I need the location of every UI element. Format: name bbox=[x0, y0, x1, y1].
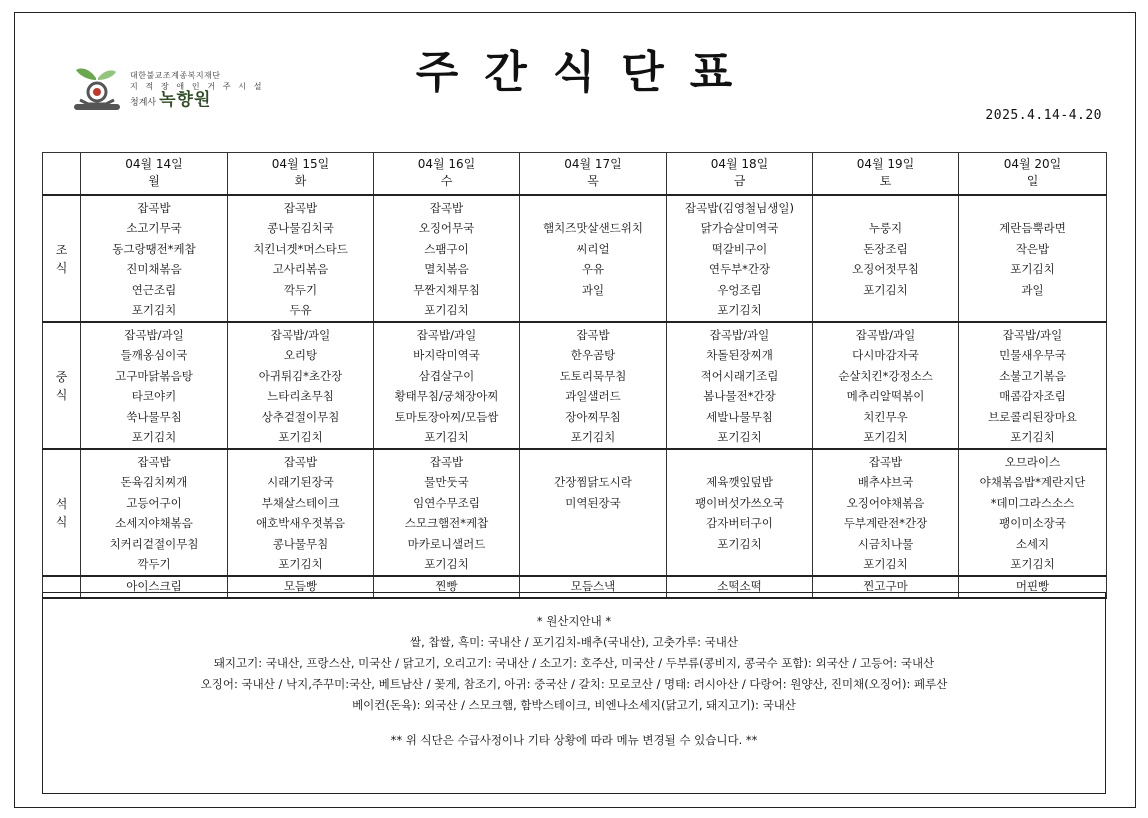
breakfast-cell bbox=[813, 195, 959, 322]
logo-facility-type: 지 적 장 애 인 거 주 시 설 bbox=[130, 82, 265, 91]
menu-item: 포기김치 bbox=[131, 430, 177, 444]
menu-item: 미역된장국 bbox=[565, 495, 621, 510]
menu-item: 멸치볶음 bbox=[424, 262, 469, 276]
menu-item: 배추샤브국 bbox=[857, 475, 914, 489]
menu-item: 포기김치 bbox=[717, 430, 762, 444]
menu-item: 봄나물전*간장 bbox=[703, 389, 776, 403]
menu-item: 삼겹살구이 bbox=[418, 368, 475, 383]
lunch-cell bbox=[667, 322, 813, 449]
menu-item: 순살치킨*강정소스 bbox=[838, 368, 933, 383]
breakfast-cell bbox=[520, 195, 667, 322]
menu-item: 들깨옹심이국 bbox=[120, 348, 188, 362]
day-weekday: 일 bbox=[1026, 174, 1039, 188]
menu-item: 적어시래기조림 bbox=[700, 368, 779, 383]
menu-item: 누룽지 bbox=[868, 221, 903, 235]
menu-item: 시래기된장국 bbox=[267, 475, 334, 489]
menu-item: 포기김치 bbox=[863, 430, 908, 444]
lunch-cell bbox=[520, 322, 667, 449]
lunch-cell bbox=[813, 322, 959, 449]
menu-item: 임연수무조림 bbox=[413, 495, 480, 510]
meal-label-char: 식 bbox=[55, 261, 68, 275]
menu-item bbox=[667, 554, 812, 575]
dinner-cell bbox=[81, 449, 228, 576]
menu-item: 소불고기볶음 bbox=[999, 368, 1066, 383]
dinner-cell bbox=[520, 449, 667, 576]
menu-item: 매콤감자조림 bbox=[999, 389, 1066, 403]
menu-item bbox=[959, 198, 1106, 219]
menu-item: 연근조림 bbox=[131, 282, 177, 297]
menu-item: 느타리초무침 bbox=[267, 389, 334, 403]
menu-item bbox=[520, 554, 666, 575]
menu-item: 과일샐러드 bbox=[565, 389, 621, 403]
menu-item: 돈육김치찌개 bbox=[120, 475, 188, 489]
menu-item: 한우곰탕 bbox=[570, 348, 616, 362]
snack-cell: 찐고구마 bbox=[813, 576, 959, 598]
page-title: 주간식단표 bbox=[415, 47, 759, 98]
origin-line: 베이컨(돈육): 외국산 / 스모크햄, 함박스테이크, 비엔나소세지(닭고기, 돼지고기): 국내산 bbox=[352, 698, 796, 712]
menu-item: 소세지 bbox=[1015, 536, 1050, 551]
day-header-cell bbox=[667, 153, 813, 195]
menu-item: 민물새우무국 bbox=[999, 348, 1066, 362]
dinner-cell bbox=[374, 449, 520, 576]
snack-cell: 찐빵 bbox=[374, 576, 520, 598]
menu-item: 진미채볶음 bbox=[126, 262, 182, 276]
menu-item: 잡곡밥 bbox=[137, 454, 171, 469]
menu-item: 황태무침/궁채장아찌 bbox=[394, 389, 499, 403]
day-header-cell bbox=[959, 153, 1107, 195]
menu-item: 차돌된장찌개 bbox=[706, 348, 773, 362]
menu-item: 포기김치 bbox=[1010, 557, 1055, 571]
menu-item: 포기김치 bbox=[570, 430, 616, 444]
day-header-cell bbox=[228, 153, 374, 195]
origin-line: 쌀, 찹쌀, 흑미: 국내산 / 포기김치-배추(국내산), 고춧가루: 국내산 bbox=[410, 635, 738, 649]
menu-item: 과일 bbox=[581, 282, 605, 297]
day-weekday: 화 bbox=[294, 174, 307, 188]
menu-item: 부채살스테이크 bbox=[261, 495, 340, 510]
menu-item: 계란듬뿍라면 bbox=[999, 221, 1066, 235]
breakfast-cell bbox=[228, 195, 374, 322]
menu-item: 오징어야채볶음 bbox=[846, 495, 925, 510]
menu-item: 스팸구이 bbox=[424, 241, 469, 256]
lunch-cell bbox=[228, 322, 374, 449]
day-header-row bbox=[43, 153, 1107, 195]
menu-item: 잡곡밥/과일 bbox=[270, 327, 331, 342]
origin-notice bbox=[42, 592, 1106, 794]
dinner-cell bbox=[667, 449, 813, 576]
day-header-cell bbox=[813, 153, 959, 195]
menu-item bbox=[520, 300, 666, 321]
menu-change-disclaimer: ** 위 식단은 수급사정이나 기타 상황에 따라 메뉴 변경될 수 있습니다. ** bbox=[390, 733, 758, 747]
snack-cell: 머핀빵 bbox=[959, 576, 1107, 598]
menu-item: 포기김치 bbox=[717, 536, 762, 551]
day-date: 04월 15일 bbox=[271, 157, 330, 171]
lunch-row bbox=[43, 322, 1107, 449]
menu-item: 포기김치 bbox=[1010, 262, 1055, 276]
day-date: 04월 18일 bbox=[710, 157, 769, 171]
day-date: 04월 20일 bbox=[1003, 157, 1062, 171]
menu-item: 타코야키 bbox=[131, 389, 177, 403]
menu-item: 작은밥 bbox=[1015, 241, 1050, 256]
menu-item: 토마토장아찌/모듬쌈 bbox=[394, 409, 499, 424]
origin-line: 오징어: 국내산 / 낙지,주꾸미:국산, 베트남산 / 꽃게, 참조기, 아귀: 중국산 / 갈치: 모로코산 / 명태: 러시아산 / 다랑어: 원양산, 진미채(오징어): 페루산 bbox=[200, 677, 948, 691]
dinner-row bbox=[43, 449, 1107, 576]
menu-item: 잡곡밥/과일 bbox=[124, 327, 184, 342]
day-header-cell bbox=[81, 153, 228, 195]
dinner-cell bbox=[228, 449, 374, 576]
breakfast-cell bbox=[959, 195, 1107, 322]
day-weekday: 토 bbox=[879, 174, 892, 188]
menu-item: 다시마감자국 bbox=[852, 348, 919, 362]
menu-item: 마카로니샐러드 bbox=[407, 536, 486, 551]
menu-item: 잡곡밥 bbox=[283, 200, 318, 215]
day-weekday: 금 bbox=[733, 174, 746, 188]
menu-table bbox=[42, 152, 1107, 599]
breakfast-cell bbox=[81, 195, 228, 322]
menu-item: 포기김치 bbox=[424, 557, 469, 571]
snack-cell: 아이스크림 bbox=[81, 576, 228, 598]
menu-item: 무짠지채무침 bbox=[413, 282, 480, 297]
menu-item: 콩나물무침 bbox=[272, 536, 329, 551]
menu-item: 깍두기 bbox=[137, 557, 171, 571]
menu-item: 잡곡밥 bbox=[576, 327, 610, 342]
menu-item: 바지락미역국 bbox=[413, 348, 480, 362]
menu-item: 오징어젓무침 bbox=[852, 262, 919, 276]
lunch-label bbox=[43, 322, 81, 449]
menu-item: 세발나물무침 bbox=[706, 409, 773, 424]
menu-item: 포기김치 bbox=[1010, 430, 1055, 444]
menu-item: 씨리얼 bbox=[576, 241, 610, 256]
menu-item bbox=[813, 198, 958, 219]
snack-cell: 소떡소떡 bbox=[667, 576, 813, 598]
menu-item: 과일 bbox=[1021, 282, 1044, 297]
menu-item: 간장찜닭도시락 bbox=[554, 475, 632, 489]
menu-item: 오징어무국 bbox=[418, 221, 475, 235]
day-header-cell bbox=[520, 153, 667, 195]
snack-cell: 모듬빵 bbox=[228, 576, 374, 598]
menu-item: 애호박새우젓볶음 bbox=[256, 516, 345, 530]
menu-item: 오므라이스 bbox=[1004, 454, 1061, 469]
lunch-cell bbox=[959, 322, 1107, 449]
menu-item: 잡곡밥 bbox=[137, 200, 171, 215]
menu-item: 치킨무우 bbox=[863, 409, 908, 424]
menu-item: 잡곡밥 bbox=[429, 200, 464, 215]
day-date: 04월 14일 bbox=[125, 157, 183, 171]
menu-item: 잡곡밥/과일 bbox=[709, 327, 770, 342]
menu-item: 포기김치 bbox=[863, 282, 908, 297]
menu-item: 떡갈비구이 bbox=[711, 241, 768, 256]
menu-item bbox=[520, 198, 666, 219]
menu-item: 잡곡밥/과일 bbox=[855, 327, 916, 342]
menu-item bbox=[959, 300, 1106, 321]
menu-item: 소세지야채볶음 bbox=[115, 516, 193, 530]
logo-org-name: 대한불교조계종복지재단 bbox=[130, 71, 221, 80]
day-date: 04월 19일 bbox=[856, 157, 915, 171]
menu-item: 포기김치 bbox=[424, 303, 469, 317]
day-weekday: 월 bbox=[148, 174, 160, 188]
menu-item: 시금치나물 bbox=[857, 536, 914, 551]
logo-prefix: 청계사 bbox=[130, 98, 157, 108]
menu-item bbox=[520, 513, 666, 534]
menu-item: 잡곡밥 bbox=[868, 454, 903, 469]
menu-item: 치커리겉절이무침 bbox=[109, 536, 199, 551]
menu-item: 고등어구이 bbox=[126, 495, 182, 510]
menu-item: 아귀튀김*초간장 bbox=[258, 368, 343, 383]
menu-item: 제육깻잎덮밥 bbox=[706, 475, 773, 489]
menu-item: 도토리묵무침 bbox=[559, 368, 627, 383]
menu-item: 포기김치 bbox=[717, 303, 762, 317]
menu-item bbox=[520, 534, 666, 555]
lunch-cell bbox=[374, 322, 520, 449]
menu-item bbox=[520, 452, 666, 473]
meal-label-char: 중 bbox=[55, 370, 68, 384]
meal-label-char: 조 bbox=[55, 243, 68, 257]
breakfast-cell bbox=[374, 195, 520, 322]
date-range: 2025.4.14-4.20 bbox=[985, 108, 1102, 123]
menu-item: 우엉조림 bbox=[717, 282, 762, 297]
menu-item: 포기김치 bbox=[863, 557, 908, 571]
menu-item: 연두부*간장 bbox=[708, 262, 771, 276]
meal-label-char: 석 bbox=[55, 497, 68, 511]
origin-heading: * 원산지안내 * bbox=[536, 614, 612, 628]
menu-item: 잡곡밥/과일 bbox=[416, 327, 477, 342]
dinner-cell bbox=[959, 449, 1107, 576]
menu-item: 우유 bbox=[581, 262, 605, 276]
menu-item: 감자버터구이 bbox=[706, 516, 773, 530]
menu-item: 물만둣국 bbox=[424, 475, 469, 489]
menu-item: 팽이버섯가쓰오국 bbox=[695, 495, 784, 510]
menu-item: 두유 bbox=[289, 303, 312, 317]
menu-item: 닭가슴살미역국 bbox=[700, 221, 779, 235]
menu-item: 오리탕 bbox=[283, 348, 318, 362]
header-corner-cell bbox=[43, 153, 81, 195]
menu-item: 고구마닭볶음탕 bbox=[115, 368, 193, 383]
menu-item: 잡곡밥 bbox=[283, 454, 318, 469]
menu-item: 동그랑땡전*케찹 bbox=[112, 241, 196, 256]
menu-item: 포기김치 bbox=[278, 557, 323, 571]
menu-item: 포기김치 bbox=[424, 430, 469, 444]
menu-item: 포기김치 bbox=[131, 303, 177, 317]
lunch-cell bbox=[81, 322, 228, 449]
menu-item: 쑥나물무침 bbox=[126, 409, 182, 424]
menu-item: 두부계란전*간장 bbox=[843, 516, 928, 530]
meal-label-char: 식 bbox=[55, 515, 68, 529]
day-weekday: 수 bbox=[440, 174, 453, 188]
menu-item: 깍두기 bbox=[283, 282, 318, 297]
dinner-cell bbox=[813, 449, 959, 576]
menu-item: 햄치즈맛살샌드위치 bbox=[543, 221, 643, 235]
menu-item: 잡곡밥/과일 bbox=[1002, 327, 1063, 342]
snack-cell: 모듬스낵 bbox=[520, 576, 667, 598]
menu-item: 장아찌무침 bbox=[565, 409, 621, 424]
day-weekday: 목 bbox=[587, 174, 599, 188]
meal-label-char: 식 bbox=[55, 388, 68, 402]
menu-item: 치킨너겟*머스타드 bbox=[253, 241, 348, 256]
menu-item: 메추리알떡볶이 bbox=[846, 389, 925, 403]
dinner-label bbox=[43, 449, 81, 576]
day-date: 04월 17일 bbox=[564, 157, 622, 171]
menu-item: 포기김치 bbox=[278, 430, 323, 444]
menu-item: 야채볶음밥*계란지단 bbox=[979, 475, 1086, 489]
menu-item bbox=[667, 452, 812, 473]
menu-item: *데미그라스소스 bbox=[990, 495, 1075, 510]
logo-brand: 녹향원 bbox=[159, 90, 212, 110]
menu-item: 잡곡밥 bbox=[429, 454, 464, 469]
menu-item: 잡곡밥(김영철님생일) bbox=[685, 200, 794, 215]
menu-item: 스모크햄전*케찹 bbox=[404, 516, 489, 530]
day-date: 04월 16일 bbox=[417, 157, 476, 171]
breakfast-cell bbox=[667, 195, 813, 322]
breakfast-row bbox=[43, 195, 1107, 322]
menu-item bbox=[813, 300, 958, 321]
origin-line: 돼지고기: 국내산, 프랑스산, 미국산 / 닭고기, 오리고기: 국내산 / 소고기: 호주산, 미국산 / 두부류(콩비지, 콩국수 포함): 외국산 / 고등어: 국내산 bbox=[213, 656, 935, 670]
menu-item: 팽이미소장국 bbox=[999, 516, 1066, 530]
day-header-cell bbox=[374, 153, 520, 195]
menu-item: 소고기무국 bbox=[126, 221, 182, 235]
menu-item: 고사리볶음 bbox=[272, 262, 329, 276]
menu-item: 상추겉절이무침 bbox=[261, 409, 340, 424]
breakfast-label bbox=[43, 195, 81, 322]
menu-item: 돈장조림 bbox=[863, 241, 908, 256]
menu-item: 브로콜리된장마요 bbox=[988, 409, 1077, 424]
menu-item: 콩나물김치국 bbox=[267, 221, 334, 235]
